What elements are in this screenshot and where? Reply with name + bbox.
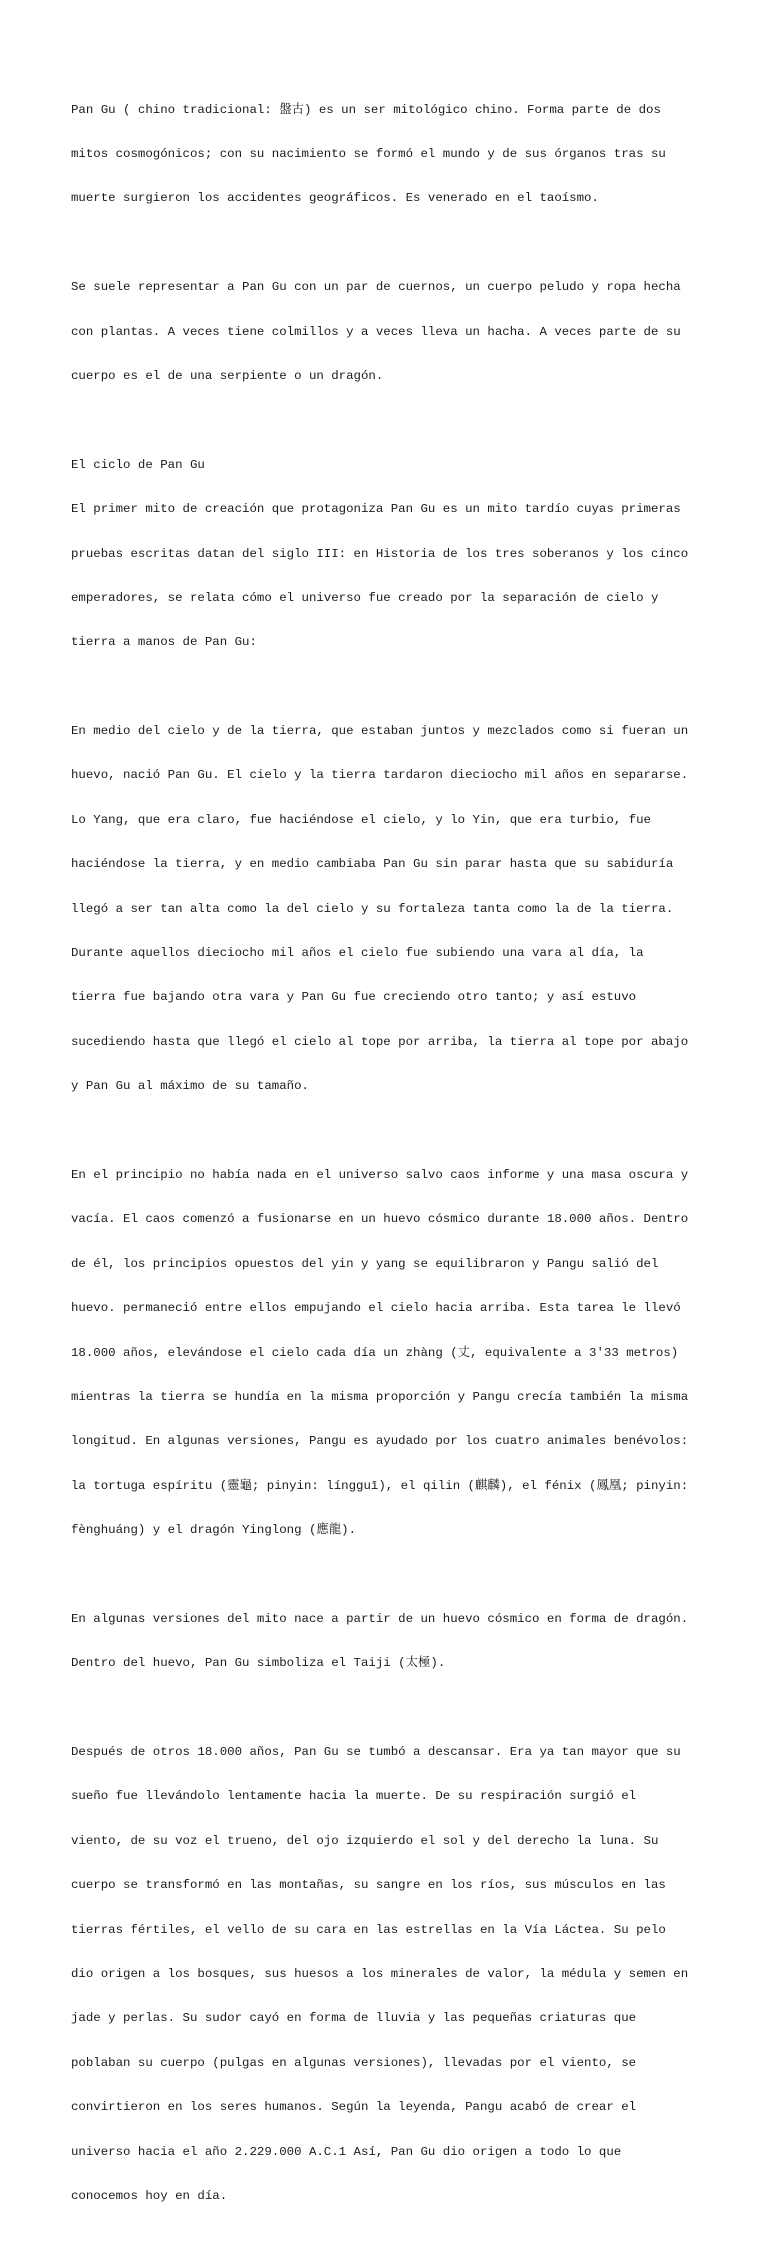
text-line: cuerpo se transformó en las montañas, su sangre en los ríos, sus músculos en las: [71, 1878, 666, 1893]
text-line: huevo. permaneció entre ellos empujando el cielo hacia arriba. Esta tarea le llevó: [71, 1301, 681, 1316]
text-line: Durante aquellos dieciocho mil años el cielo fue subiendo una vara al día, la: [71, 946, 644, 961]
text-line: En medio del cielo y de la tierra, que estaban juntos y mezclados como si fueran un: [71, 724, 689, 739]
text-line: vacía. El caos comenzó a fusionarse en un huevo cósmico durante 18.000 años. Dentro: [71, 1212, 689, 1227]
text-line: tierras fértiles, el vello de su cara en las estrellas en la Vía Láctea. Su pelo: [71, 1922, 666, 1937]
text-line: tierra a manos de Pan Gu:: [71, 635, 257, 650]
document-body: [71, 73, 703, 2248]
text-line: y Pan Gu al máximo de su tamaño.: [71, 1079, 309, 1094]
text-line: tierra fue bajando otra vara y Pan Gu fue creciendo otro tanto; y así estuvo: [71, 990, 637, 1005]
paragraph-representation: [71, 251, 703, 414]
text-line: En el principio no había nada en el universo salvo caos informe y una masa oscura y: [71, 1167, 689, 1182]
text-line: Lo Yang, que era claro, fue haciéndose el cielo, y lo Yin, que era turbio, fue: [71, 812, 651, 827]
text-line: huevo, nació Pan Gu. El cielo y la tierra tardaron dieciocho mil años en separarse.: [71, 768, 689, 783]
text-line: El primer mito de creación que protagoniza Pan Gu es un mito tardío cuyas primeras: [71, 502, 681, 517]
text-line: viento, de su voz el trueno, del ojo izquierdo el sol y del derecho la luna. Su: [71, 1833, 659, 1848]
text-line: pruebas escritas datan del siglo III: en Historia de los tres soberanos y los cinco: [71, 546, 689, 561]
text-line: En algunas versiones del mito nace a partir de un huevo cósmico en forma de dragón.: [71, 1611, 689, 1626]
text-line: longitud. En algunas versiones, Pangu es ayudado por los cuatro animales benévolos:: [71, 1434, 689, 1449]
text-line: haciéndose la tierra, y en medio cambiaba Pan Gu sin parar hasta que su sabiduría: [71, 857, 674, 872]
text-line: Pan Gu ( chino tradicional: 盤古) es un ser mitológico chino. Forma parte de dos: [71, 102, 661, 117]
paragraph-death: [71, 1715, 703, 2233]
text-line: con plantas. A veces tiene colmillos y a veces lleva un hacha. A veces parte de su: [71, 324, 681, 339]
text-line: mientras la tierra se hundía en la misma proporción y Pangu crecía también la misma: [71, 1389, 689, 1404]
section-heading: El ciclo de Pan Gu: [71, 457, 205, 472]
text-line: fènghuáng) y el dragón Yinglong (應龍).: [71, 1523, 357, 1538]
text-line: 18.000 años, elevándose el cielo cada día un zhàng (丈, equivalente a 3'33 metros): [71, 1345, 679, 1360]
text-line: sucediendo hasta que llegó el cielo al tope por arriba, la tierra al tope por abajo: [71, 1034, 689, 1049]
text-line: jade y perlas. Su sudor cayó en forma de lluvia y las pequeñas criaturas que: [71, 2011, 637, 2026]
text-line: llegó a ser tan alta como la del cielo y su fortaleza tanta como la de la tierra.: [71, 901, 674, 916]
paragraph-quote: [71, 694, 703, 1123]
text-line: la tortuga espíritu (靈龜; pinyin: língguī), el qilin (麒麟), el fénix (鳳凰; pinyin:: [71, 1478, 689, 1493]
text-line: sueño fue llevándolo lentamente hacia la muerte. De su respiración surgió el: [71, 1789, 637, 1804]
text-line: Dentro del huevo, Pan Gu simboliza el Taiji (太極).: [71, 1656, 446, 1671]
text-line: conocemos hoy en día.: [71, 2188, 228, 2203]
paragraph-chaos: [71, 1138, 703, 1567]
text-line: universo hacia el año 2.229.000 A.C.1 Así, Pan Gu dio origen a todo lo que: [71, 2144, 622, 2159]
text-line: emperadores, se relata cómo el universo fue creado por la separación de cielo y: [71, 590, 659, 605]
text-line: cuerpo es el de una serpiente o un dragón.: [71, 368, 384, 383]
text-line: mitos cosmogónicos; con su nacimiento se formó el mundo y de sus órganos tras su: [71, 146, 666, 161]
text-line: dio origen a los bosques, sus huesos a los minerales de valor, la médula y semen en: [71, 1967, 689, 1981]
text-line: muerte surgieron los accidentes geográficos. Es venerado en el taoísmo.: [71, 191, 599, 206]
text-line: poblaban su cuerpo (pulgas en algunas versiones), llevadas por el viento, se: [71, 2055, 637, 2070]
text-line: Después de otros 18.000 años, Pan Gu se tumbó a descansar. Era ya tan mayor que su: [71, 1745, 681, 1760]
text-line: convirtieron en los seres humanos. Según la leyenda, Pangu acabó de crear el: [71, 2100, 637, 2115]
paragraph-dragon-egg: [71, 1582, 703, 1700]
paragraph-intro: [71, 73, 703, 236]
text-line: de él, los principios opuestos del yin y yang se equilibraron y Pangu salió del: [71, 1256, 659, 1271]
paragraph-cycle: [71, 428, 703, 680]
text-line: Se suele representar a Pan Gu con un par de cuernos, un cuerpo peludo y ropa hecha: [71, 280, 681, 295]
